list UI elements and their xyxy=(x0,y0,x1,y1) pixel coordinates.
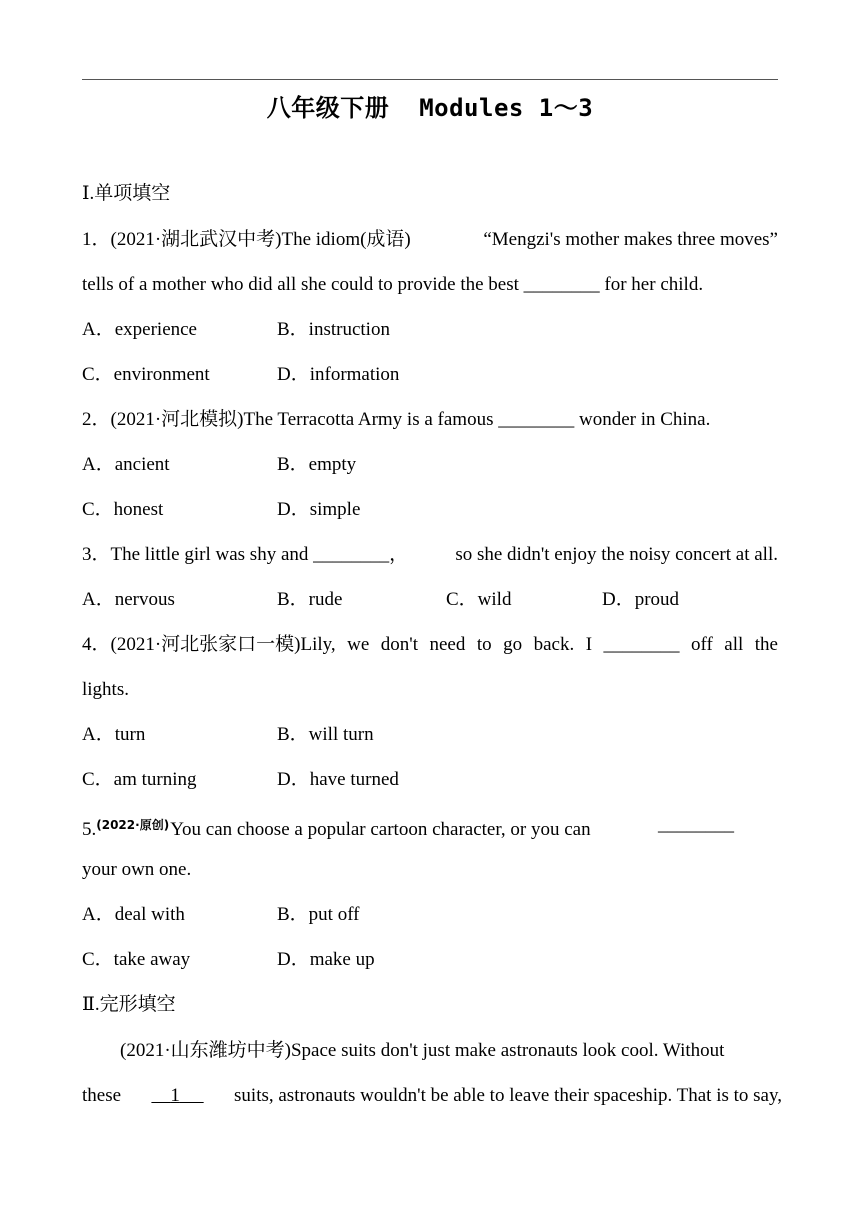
question-2-option-d[interactable]: D．simple xyxy=(277,499,361,520)
question-3-text-a: 3．The little girl was shy and ________， xyxy=(82,544,409,565)
question-3-text-b: so she didn't enjoy the noisy concert at all. xyxy=(455,544,778,565)
question-1-line-1 xyxy=(82,228,778,252)
question-1-text-b: “Mengzi's mother makes three moves” xyxy=(483,229,778,250)
original-tag-badge: (2022·原创) xyxy=(96,818,170,832)
question-1-text-a: 1．(2021·湖北武汉中考)The idiom(成语) xyxy=(82,229,411,250)
question-5-option-b[interactable]: B．put off xyxy=(277,904,360,925)
question-2-option-c[interactable]: C．honest xyxy=(82,499,164,520)
question-4-blank: ________ xyxy=(603,634,680,655)
question-4-word: off xyxy=(691,634,713,655)
question-3-option-c[interactable]: C．wild xyxy=(446,589,512,610)
question-1-option-d[interactable]: D．information xyxy=(277,364,400,385)
header-rule xyxy=(82,79,778,80)
question-5-option-c[interactable]: C．take away xyxy=(82,949,191,970)
question-5-option-a[interactable]: A．deal with xyxy=(82,904,185,925)
question-1-line-2: tells of a mother who did all she could to provide the best ________ for her child. xyxy=(82,274,704,295)
section-heading-single-choice: Ⅰ.单项填空 xyxy=(82,183,171,204)
passage-line-2 xyxy=(82,1084,782,1108)
question-4-option-b[interactable]: B．will turn xyxy=(277,724,374,745)
question-5-option-d[interactable]: D．make up xyxy=(277,949,375,970)
question-2-option-b[interactable]: B．empty xyxy=(277,454,357,475)
question-4-word: don't xyxy=(380,634,418,655)
question-3-option-b[interactable]: B．rude xyxy=(277,589,343,610)
question-4-word: I xyxy=(585,634,593,655)
page-title: 八年级下册 Modules 1～3 xyxy=(266,94,594,122)
question-4-word: go xyxy=(503,634,523,655)
passage-line-1: (2021·山东潍坊中考)Space suits don't just make astronauts look cool. Without xyxy=(120,1040,725,1061)
passage-word-these: these xyxy=(82,1085,122,1106)
question-4-option-d[interactable]: D．have turned xyxy=(277,769,399,790)
question-4-word: back. xyxy=(533,634,575,655)
question-1-option-b[interactable]: B．instruction xyxy=(277,319,390,340)
question-5-number: 5. xyxy=(82,819,97,840)
cloze-blank-number: 1 xyxy=(170,1085,180,1106)
passage-text-rest: suits, astronauts wouldn't be able to leave their spaceship. That is to say, xyxy=(234,1085,782,1106)
question-2-line-1: 2．(2021·河北模拟)The Terracotta Army is a famous ________ wonder in China. xyxy=(82,409,711,430)
question-1-option-c[interactable]: C．environment xyxy=(82,364,210,385)
question-3-option-a[interactable]: A．nervous xyxy=(82,589,175,610)
question-4-word: to xyxy=(476,634,492,655)
question-4-option-c[interactable]: C．am turning xyxy=(82,769,197,790)
question-5-line-2: your own one. xyxy=(82,859,192,880)
section-heading-cloze: Ⅱ.完形填空 xyxy=(82,994,176,1015)
question-4-line-1 xyxy=(82,633,778,657)
question-4-word: 4．(2021·河北张家口一模)Lily, xyxy=(82,634,336,655)
question-4-option-a[interactable]: A．turn xyxy=(82,724,146,745)
question-3-line-1 xyxy=(82,543,778,567)
question-3-option-d[interactable]: D．proud xyxy=(602,589,680,610)
question-2-option-a[interactable]: A．ancient xyxy=(82,454,170,475)
question-5-text: You can choose a popular cartoon character, or you can xyxy=(170,819,591,840)
question-4-word: we xyxy=(347,634,370,655)
cloze-blank-1[interactable] xyxy=(151,1084,203,1108)
question-4-word: the xyxy=(754,634,778,655)
question-5-line-1 xyxy=(82,813,591,842)
question-4-word: need xyxy=(429,634,466,655)
question-1-option-a[interactable]: A．experience xyxy=(82,319,197,340)
question-5-blank: ________ xyxy=(658,814,734,835)
question-4-line-2: lights. xyxy=(82,679,129,700)
question-4-word: all xyxy=(724,634,744,655)
